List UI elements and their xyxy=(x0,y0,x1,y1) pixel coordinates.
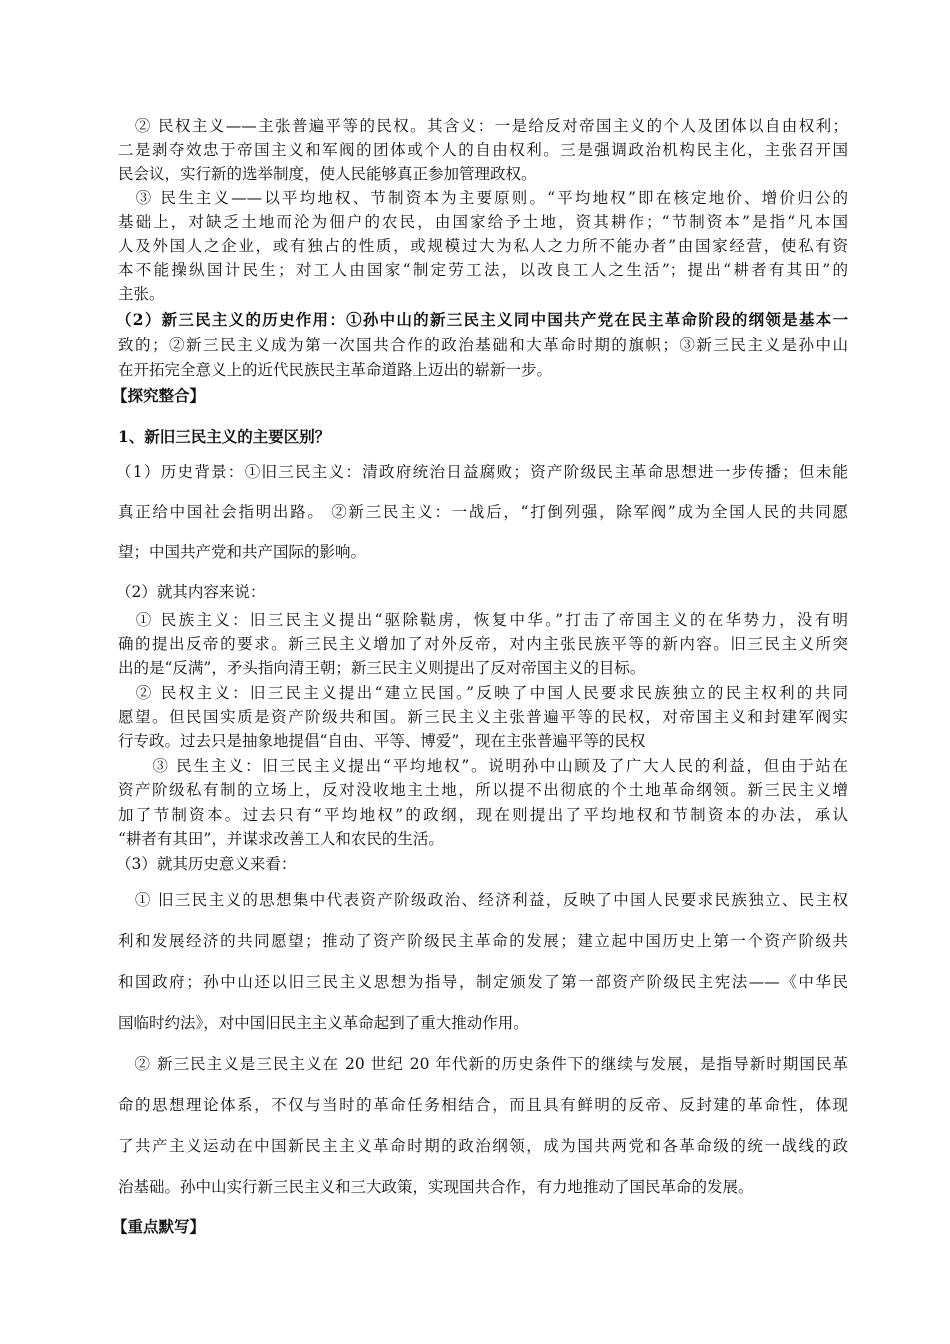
text-line: （2）就其内容来说： xyxy=(116,583,266,601)
text-line: 望；中国共产党和共产国际的影响。 xyxy=(118,543,367,561)
section-heading: 1、新旧三民主义的主要区别？ xyxy=(118,427,331,446)
text-line: 基础上，对缺乏土地而沦为佃户的农民，由国家给予土地，资其耕作；“节制资本”是指“凡本国 xyxy=(118,213,848,231)
section-heading: 【探究整合】 xyxy=(112,386,206,405)
text-line: 在开拓完全意义上的近代民族民主革命道路上迈出的崭新一步。 xyxy=(118,361,553,379)
text-line: 了共产主义运动在中国新民主主义革命时期的政治纲领，成为国共两党和各革命级的统一战线的政 xyxy=(118,1137,848,1155)
text-line: 资产阶级私有制的立场上，反对没收地主土地，所以提不出彻底的个土地革命纲领。新三民主义增 xyxy=(118,781,848,799)
text-line: 确的提出反帝的要求。新三民主义增加了对外反帝，对内主张民族平等的新内容。旧三民主义所突 xyxy=(118,635,848,653)
text-line: 二是剥夺效忠于帝国主义和军阀的团体或个人的自由权利。三是强调政治机构民主化，主张召开国 xyxy=(118,141,848,159)
text-line: 利和发展经济的共同愿望；推动了资产阶级民主革命的发展；建立起中国历史上第一个资产阶级共 xyxy=(118,932,848,950)
text-line: （3）就其历史意义来看： xyxy=(116,855,297,873)
text-line: 和国政府；孙中山还以旧三民主义思想为指导，制定颁发了第一部资产阶级民主宪法——《中华民 xyxy=(118,973,848,991)
text-line: ① 旧三民主义的思想集中代表资产阶级政治、经济利益，反映了中国人民要求民族独立、民主权 xyxy=(118,891,848,909)
text-line: ③ 民生主义：旧三民主义提出“平均地权”。说明孙中山顾及了广大人民的利益，但由于站在 xyxy=(118,757,848,775)
text-line: ② 民权主义：旧三民主义提出“建立民国。”反映了中国人民要求民族独立的民主权利的共同 xyxy=(118,684,848,702)
text-line: ② 新三民主义是三民主义在 20 世纪 20 年代新的历史条件下的继续与发展，是指导新时期国民革 xyxy=(118,1055,848,1073)
text-line: （1）历史背景：①旧三民主义：清政府统治日益腐败；资产阶级民主革命思想进一步传播；但未能 xyxy=(116,463,848,481)
text-line: 真正给中国社会指明出路。 ②新三民主义：一战后，“打倒列强，除军阀”成为全国人民的共同愿 xyxy=(118,503,848,521)
text-line: 加了节制资本。过去只有“平均地权”的政纲，现在则提出了平均地权和节制资本的办法，承认 xyxy=(118,806,848,824)
text-line: 治基础。孙中山实行新三民主义和三大政策，实现国共合作，有力地推动了国民革命的发展。 xyxy=(118,1178,754,1196)
text-line: 命的思想理论体系，不仅与当时的革命任务相结合，而且具有鲜明的反帝、反封建的革命性，体现 xyxy=(118,1096,848,1114)
text-line: 人及外国人之企业，或有独占的性质，或规模过大为私人之力所不能办者”由国家经营，使私有资 xyxy=(118,237,848,255)
text-line: 主张。 xyxy=(118,285,165,303)
text-line: ① 民族主义：旧三民主义提出“驱除鞑虏，恢复中华。”打击了帝国主义的在华势力，没有明 xyxy=(118,611,848,629)
text-line: 行专政。过去只是抽象地提倡“自由、平等、博爱”，现在主张普遍平等的民权 xyxy=(118,732,646,750)
text-line: ③ 民生主义——以平均地权、节制资本为主要原则。“平均地权”即在核定地价、增价归公的 xyxy=(118,189,848,207)
section-heading: （2）新三民主义的历史作用：①孙中山的新三民主义同中国共产党在民主革命阶段的纲领是基本一 xyxy=(116,310,848,329)
text-line: “耕者有其田”，并谋求改善工人和农民的生活。 xyxy=(118,830,444,848)
text-line: 愿望。但民国实质是资产阶级共和国。新三民主义主张普遍平等的民权，对帝国主义和封建军阀实 xyxy=(118,708,848,726)
text-line: 本不能操纵国计民生；对工人由国家“制定劳工法，以改良工人之生活”；提出“耕者有其田”的 xyxy=(118,261,848,279)
text-line: 出的是“反满”，矛头指向清王朝；新三民主义则提出了反对帝国主义的目标。 xyxy=(118,659,646,677)
text-line: ② 民权主义——主张普遍平等的民权。其含义：一是给反对帝国主义的个人及团体以自由权利； xyxy=(118,117,848,135)
text-line: 致的；②新三民主义成为第一次国共合作的政治基础和大革命时期的旗帜；③新三民主义是孙中山 xyxy=(118,336,848,354)
text-line: 民会议，实行新的选举制度，使人民能够真正参加管理政权。 xyxy=(118,165,537,183)
text-line: 国临时约法》，对中国旧民主主义革命起到了重大推动作用。 xyxy=(118,1014,529,1032)
section-heading: 【重点默写】 xyxy=(112,1217,206,1236)
